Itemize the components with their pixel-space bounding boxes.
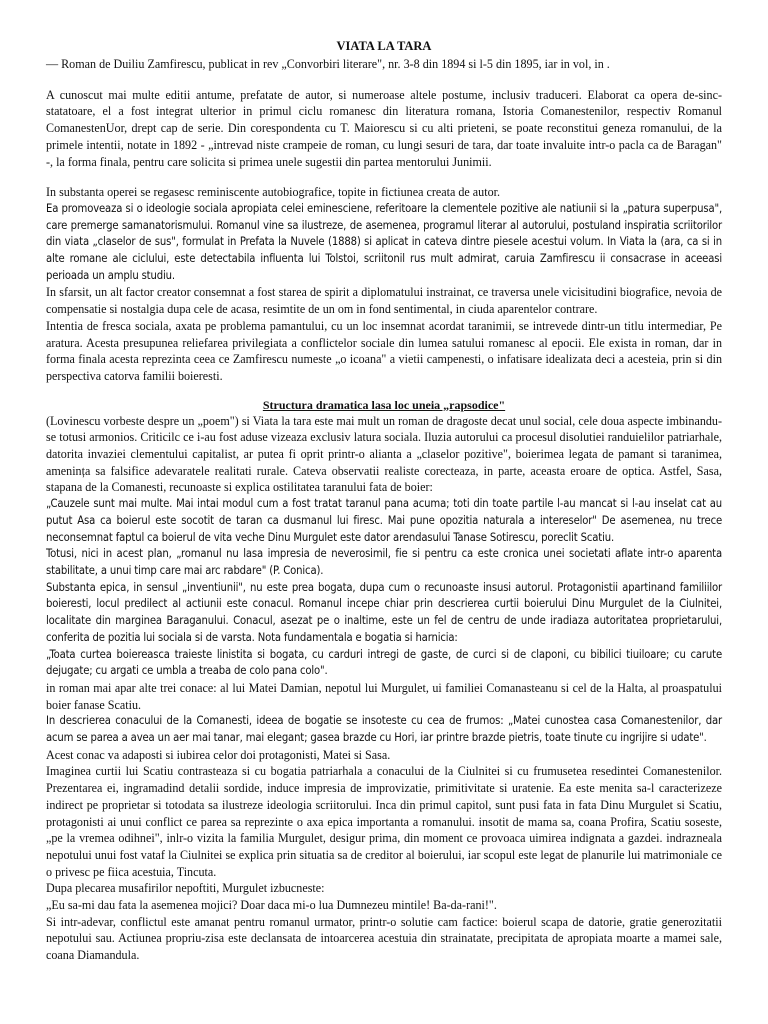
paragraph-epic-substance: Substanta epica, in sensul „inventiunii", nu este prea bogata, dupa cum o recunoaste insusi autorul. Protagonistii apartinand familiilor boieresti, locul predilect al actiunii este conacul. Romanul incepe chiar prin descrierea curtii boierului Dinu Murgulet de la Ciulnitei, localitate din marginea Baraganului. Conacul, asezat pe o inaltime, este un fel de centru de unde iradiaza autoritatea proprietarului, conferita de pozitia lui sociala si de varsta. Nota fundamentala e bogatia si harnicia:	[46, 580, 722, 644]
paragraph-love: Acest conac va adaposti si iubirea celor doi protagonisti, Matei si Sasa.	[46, 747, 391, 762]
section-subtitle: Structura dramatica lasa loc uneia „rapsodice"	[262, 397, 506, 412]
spacer	[46, 73, 722, 87]
paragraph-comanesti: In descrierea conacului de la Comanesti, ideea de bogatie se insoteste cu cea de frumos: „Matei cunostea casa Comanestenilor, dar acum se parea a avea un aer mai tanar, mai elegant; gasea brazde cu Hori, iar printre brazde pietris, toate tinute cu ingrijire si udate".	[46, 714, 722, 745]
paragraph-conica: Totusi, nici in acest plan, „romanul nu lasa impresia de neverosimil, fie si pentru ca este cronica unei societati aflate intr-o aparenta stabilitate, a unui timp care mai arc rabdare" (P. Conica).	[46, 547, 722, 577]
quote-murgulet: „Eu sa-mi dau fata la asemenea mojici? Doar daca mi-o lua Dumnezeu mintile! Ba-da-rani!".	[46, 898, 497, 913]
quote-causes: „Cauzele sunt mai multe. Mai intai modul cum a fost tratat taranul pana acuma; toti din toate partile l-au mancat si l-au inselat cat au putut Asa ca boierul este socotit de taran ca dusmanul lui firesc. Mai pune opozitia naturala a intereselor" De asemenea, nu trece neconsemnat faptul ca boierul de vita veche Dinu Murgulet este dator arendasului Tanase Sotirescu, poreclit Scatiu.	[46, 497, 722, 544]
quote-courtyard: „Toata curtea boiereasca traieste linistita si bogata, cu carduri intregi de gaste, de curci si de claponi, cu bibilici tiuiloare; cu carute dejugate; cu argati ce umbla a treaba de colo pana colo".	[46, 647, 722, 678]
paragraph-substance: In substanta operei se regasesc reminiscente autobiografice, topite in fictiunea creata de autor.	[46, 185, 500, 200]
paragraph-social-fresco: Intentia de fresca sociala, axata pe problema pamantului, cu un loc insemnat acordat taranimii, se intrevede dintr-un titlu intermediar, Pe aratura. Acesta presupunea reliefarea privilegiata a conflictelor sociale din lumea satului romanesc al epocii. Ele exista in roman, dar in forma finala acesta reprezinta ceea ce Zamfirescu numeste „o icoana" a vietii campenesti, o infatisare idealizata deci a acesteia, prin si din perspectiva catorva familii boieresti.	[46, 318, 722, 383]
paragraph-departure: Dupa plecarea musafirilor nepoftiti, Murgulet izbucneste:	[46, 881, 325, 896]
paragraph-structure: (Lovinescu vorbeste despre un „poem") si Viata la tara este mai mult un roman de dragoste decat unul social, cele doua aspecte imbinandu-se totusi armonios. Criticilc ce i-au fost aduse vizeaza exclusiv latura sociala. Iluzia autorului ca procesul disolutiei randuielilor patriarhale, datorita invaziei clementului capitalist, ar putea fi oprit printr-o alianta a „claselor pozitive", boierimea legata de pamant si taranimea, amenința sa falsifice adevaratele realitati rurale. Cateva observatii realiste corecteaza, in parte, aceasta eroare de optica. Astfel, Sasa, stapana de la Comanesti, recunoaste si explica ostilitatea taranului fata de boier:	[46, 413, 722, 495]
spacer	[46, 385, 722, 397]
paragraph-creative-factor: In sfarsit, un alt factor creator consemnat a fost starea de spirit a diplomatului instrainat, ce traversa unele vicisitudini biografice, nevoia de compensatie si nostalgia dupa cele de acasa, resimtite de un om in fond sentimental, in ciuda aparentelor contrare.	[46, 285, 722, 317]
paragraph-three-manors: in roman mai apar alte trei conace: al lui Matei Damian, nepotul lui Murgulet, ui familiei Comanasteanu si cel de la Halta, al proaspatului boier fanase Scatiu.	[46, 680, 722, 712]
spacer	[46, 170, 722, 184]
paragraph-editions: A cunoscut mai multe editii antume, prefatate de autor, si numeroase altele postume, inclusiv traduceri. Elaborat ca opera de-sinc-statatoare, el a fost integrat ulterior in primul ciclu romanesc din literatura romana, Istoria Comanestenilor, respectiv Romanul ComanestenUor, drept cap de serie. Din corespondenta cu T. Maiorescu si cu alti prieteni, se poate reconstitui geneza romanului, de la primele intentii, notate in 1892 - „intrevad niste crampeie de roman, cu lungi sesuri de tara, dar toate invaluite intr-o pacla ca de Baragan" -, la forma finala, pentru care solicita si primea unele sugestii din partea mentorului Junimii.	[46, 87, 722, 169]
paragraph-conflict: Si intr-adevar, conflictul este amanat pentru romanul urmator, printr-o solutie cam factice: boierul scapa de datorie, gratie generozitatii nepotului sau. Actiunea propriu-zisa este declansata de intoarcerea acestuia din strainatate, precipitata de apropiata moarte a mamei sale, coana Diamandula.	[46, 914, 722, 963]
paragraph-ideology: Ea promoveaza si o ideologie sociala apropiata celei eminesciene, referitoare la clementele pozitive ale natiunii si la „patura superpusa", care premerge samanatorismului. Romanul vine sa ilustreze, de asemenea, programul literar al autorului, postuland inspiratia scriitorilor din viata „claselor de sus", formulat in Prefata la Nuvele (1888) si aplicat in cateva dintre piesele acestui volum. In Viata la (ara, ca si in alte romane ale ciclului, este detectabila influenta lui Tolstoi, scriitonil rus mult admirat, caruia Zamfirescu ii consacrase in aceeasi perioada un amplu studiu.	[46, 201, 722, 282]
intro-line: — Roman de Duiliu Zamfirescu, publicat in rev „Convorbiri literare", nr. 3-8 din 1894 si l-5 din 1895, iar in vol, in .	[46, 57, 610, 71]
paragraph-scatiu: Imaginea curtii lui Scatiu contrasteaza si cu bogatia patriarhala a conacului de la Ciulnitei si cu frumusetea resedintei Comanestenilor. Prezentarea ei, ingramadind detalii sordide, induce impresia de improvizatie, primitivitate si uratenie. Ea este menita sa-l caracterizeze indirect pe proprietar si totodata sa ilustreze ideologia scriitorului. Inca din primul capitol, sunt pusi fata in fata Dinu Murgulet si Scatiu, protagonisti ai unui conflict ce parea sa reprezinte o axa epica importanta a romanului. insotit de mama sa, coana Profira, Scatiu soseste, „pe la vremea odihnei", inlr-o vizita la familia Murgulet, desigur prima, din moment ce provoaca uimirea indignata a gazdei. indrazneala nepotului unui fost vataf la Ciulnitei se explica prin situatia sa de creditor al boierului, iar scopul este legat de planurile lui matrimoniale ce o privesc pe fiica acestuia, Tincuta.	[46, 764, 722, 879]
document-title: VIATA LA TARA	[336, 39, 432, 53]
